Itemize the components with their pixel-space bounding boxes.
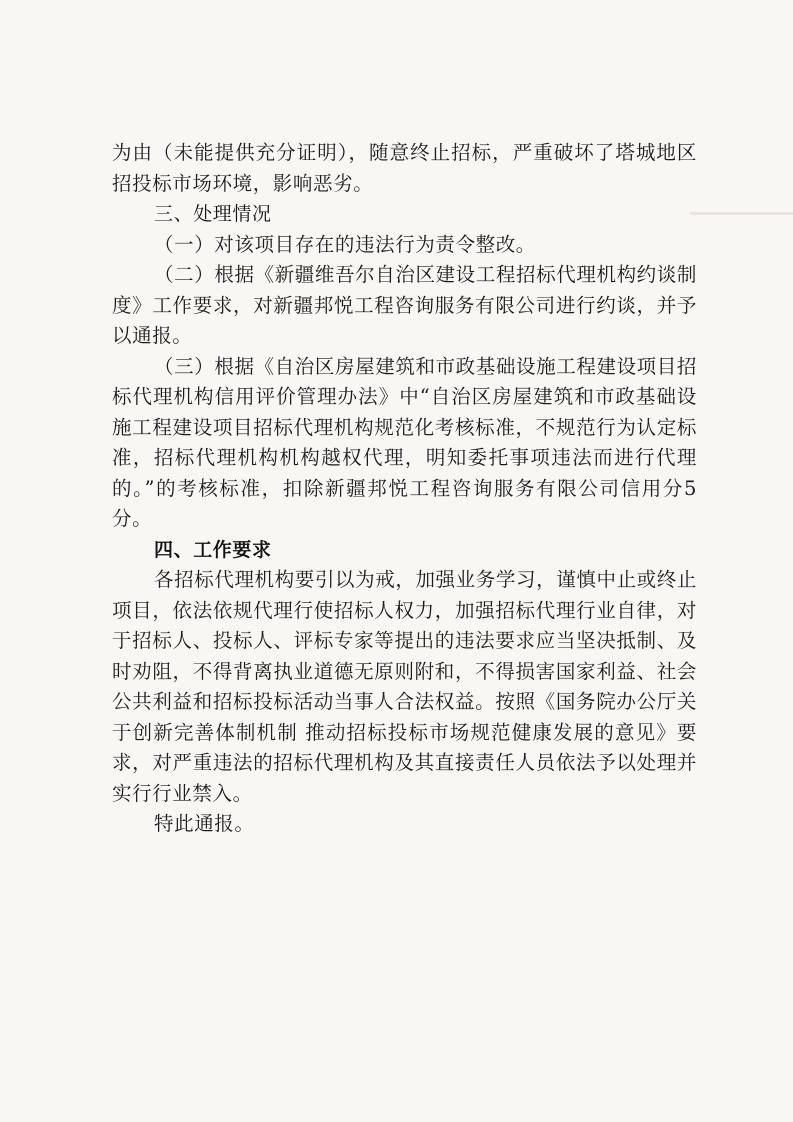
closing-line: 特此通报。 (154, 812, 255, 835)
handling-item-1: （一）对该项目存在的违法行为责令整改。 (154, 232, 536, 256)
document-body (112, 138, 697, 840)
handling-item-3: （三）根据《自治区房屋建筑和市政基础设施工程建设项目招标代理机构信用评价管理办法》中“自治区房屋建筑和市政基础设施工程建设项目招标代理机构规范化考核标准，不规范行为认定标准，招标代理机构机构越权代理，明知委托事项违法而进行代理的。”的考核标准，扣除新疆邦悦工程咨询服务有限公司信用分5分。 (112, 354, 697, 530)
requirements-paragraph: 各招标代理机构要引以为戒，加强业务学习，谨慎中止或终止项目，依法依规代理行使招标人权力，加强招标代理行业自律，对于招标人、投标人、评标专家等提出的违法要求应当坚决抵制、及时劝阻，不得背离执业道德无原则附和，不得损害国家利益、社会公共利益和招标投标活动当事人合法权益。按照《国务院办公厅关于创新完善体制机制 推动招标投标市场规范健康发展的意见》要求，对严重违法的招标代理机构及其直接责任人员依法予以处理并实行行业禁入。 (112, 568, 697, 805)
bleed-through-rule (690, 212, 793, 215)
section-heading-handling: 三、处理情况 (154, 203, 272, 225)
section-heading-requirements: 四、工作要求 (154, 538, 272, 561)
handling-item-2: （二）根据《新疆维吾尔自治区建设工程招标代理机构约谈制度》工作要求，对新疆邦悦工程咨询服务有限公司进行约谈，并予以通报。 (112, 263, 697, 347)
intro-paragraph: 为由（未能提供充分证明），随意终止招标，严重破坏了塔城地区招投标市场环境，影响恶劣。 (112, 141, 697, 195)
